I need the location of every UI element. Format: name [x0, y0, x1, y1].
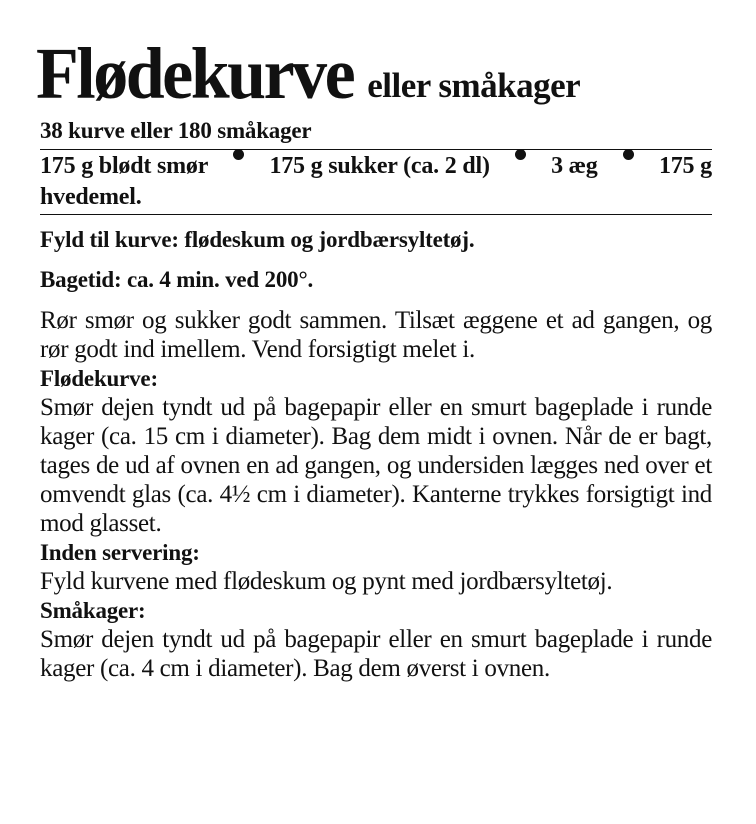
ingredient-item: 175 g: [658, 153, 712, 179]
ingredient-item: 3 æg: [551, 153, 598, 179]
section-text: Smør dejen tyndt ud på bagepapir eller en smurt bageplade i runde kager (ca. 4 cm i diameter). Bag dem øverst i ovnen.: [40, 626, 712, 682]
bullet-icon: [623, 149, 634, 160]
divider-rule: [40, 149, 712, 150]
section-heading: Inden servering:: [40, 540, 200, 565]
method-text: [40, 306, 712, 683]
method-intro: Rør smør og sukker godt sammen. Tilsæt æggene et ad gangen, og rør godt ind imellem. Vend forsigtigt melet i.: [40, 307, 712, 363]
filling-note: Fyld til kurve: flødeskum og jordbærsyltetøj.: [40, 227, 475, 252]
section-heading: Flødekurve:: [40, 366, 158, 391]
ingredient-line-continued: hvedemel.: [40, 184, 142, 210]
recipe-title: [36, 34, 581, 115]
recipe-title-sub: eller småkager: [367, 66, 581, 105]
section-text: Fyld kurvene med flødeskum og pynt med jordbærsyltetøj.: [40, 568, 613, 595]
bake-time: Bagetid: ca. 4 min. ved 200°.: [40, 267, 313, 292]
section-text: Smør dejen tyndt ud på bagepapir eller en smurt bageplade i runde kager (ca. 15 cm i diameter). Bag dem midt i ovnen. Når de er bagt, tages de ud af ovnen en ad gangen, og undersiden lægges ned over et omvendt glas (ca. 4½ cm i diameter). Kanterne trykkes forsigtigt ind mod glasset.: [40, 394, 712, 537]
ingredient-item: 175 g blødt smør: [40, 153, 209, 179]
section-heading: Småkager:: [40, 598, 146, 623]
ingredient-item: 175 g sukker (ca. 2 dl): [269, 153, 490, 179]
ingredient-list: [40, 151, 712, 213]
recipe-yield: 38 kurve eller 180 småkager: [40, 118, 312, 143]
recipe-title-main: Flødekurve: [36, 34, 354, 115]
bullet-icon: [233, 149, 244, 160]
divider-rule: [40, 214, 712, 215]
bullet-icon: [515, 149, 526, 160]
ingredient-line: [40, 151, 712, 182]
